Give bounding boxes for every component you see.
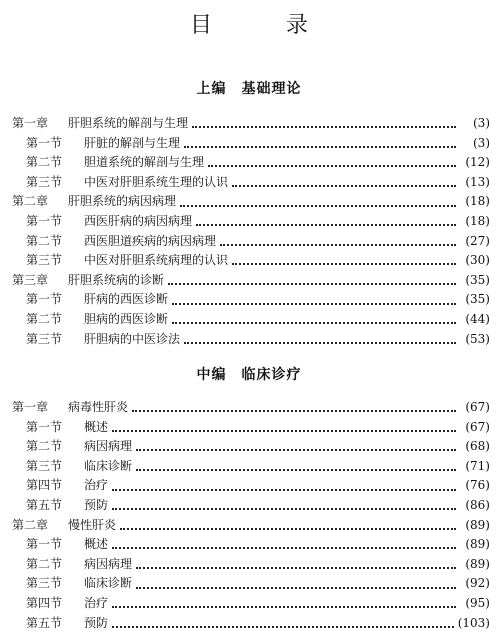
dot-leader xyxy=(120,527,456,530)
entry-title: 胆病的西医诊断 xyxy=(84,311,169,326)
dot-leader xyxy=(132,409,456,412)
dot-leader xyxy=(184,145,456,148)
dot-leader xyxy=(112,605,456,608)
toc-section-entry[interactable] xyxy=(12,496,490,516)
entry-title: 肝胆病的中医诊法 xyxy=(84,331,181,346)
entry-title: 中医对肝胆系统病理的认识 xyxy=(84,253,229,268)
entry-number: 第二节 xyxy=(26,556,63,571)
entry-number: 第二节 xyxy=(26,233,63,248)
entry-number: 第二节 xyxy=(26,311,63,326)
entry-number: 第二章 xyxy=(12,194,49,209)
entry-page-number: (89) xyxy=(465,537,490,552)
toc-chapter-entry[interactable] xyxy=(12,114,490,134)
toc-section-entry[interactable] xyxy=(12,476,490,496)
entry-page-number: (35) xyxy=(465,292,490,307)
toc-chapter-entry[interactable] xyxy=(12,516,490,536)
entry-title: 慢性肝炎 xyxy=(68,517,117,532)
toc-section-entry[interactable] xyxy=(12,555,490,575)
part-heading: 中编 临床诊疗 xyxy=(196,367,302,383)
toc-section-entry[interactable] xyxy=(12,173,490,193)
entry-number: 第四节 xyxy=(26,595,63,610)
entry-title: 治疗 xyxy=(84,595,109,610)
entry-title: 西医肝病的病因病理 xyxy=(84,213,193,228)
entry-number: 第二节 xyxy=(26,155,63,170)
toc-chapter-entry[interactable] xyxy=(12,271,490,291)
dot-leader xyxy=(232,184,456,187)
toc-chapter-entry[interactable] xyxy=(12,398,490,418)
toc-section-entry[interactable] xyxy=(12,330,490,350)
entry-title: 概述 xyxy=(84,537,109,552)
entry-page-number: (27) xyxy=(465,233,490,248)
entry-page-number: (18) xyxy=(465,213,490,228)
dot-leader xyxy=(112,625,454,628)
dot-leader xyxy=(208,164,456,167)
entry-page-number: (44) xyxy=(465,311,490,326)
entry-page-number: (92) xyxy=(465,576,490,591)
toc-section-entry[interactable] xyxy=(12,134,490,154)
entry-number: 第一节 xyxy=(26,419,63,434)
entry-page-number: (89) xyxy=(465,517,490,532)
entry-page-number: (71) xyxy=(465,458,490,473)
entry-number: 第三节 xyxy=(26,253,63,268)
entry-page-number: (86) xyxy=(465,497,490,512)
toc-part-1 xyxy=(12,114,490,349)
toc-section-entry[interactable] xyxy=(12,251,490,271)
toc-section-entry[interactable] xyxy=(12,535,490,555)
toc-section-entry[interactable] xyxy=(12,418,490,438)
entry-number: 第一章 xyxy=(12,400,49,414)
dot-leader xyxy=(112,488,456,491)
dot-leader xyxy=(112,546,456,549)
entry-title: 病毒性肝炎 xyxy=(68,400,129,414)
entry-page-number: (18) xyxy=(465,194,490,209)
entry-number: 第三章 xyxy=(12,272,49,287)
toc-chapter-entry[interactable] xyxy=(12,192,490,212)
entry-number: 第三节 xyxy=(26,576,63,591)
dot-leader xyxy=(136,566,456,569)
entry-page-number: (3) xyxy=(473,116,490,130)
dot-leader xyxy=(232,262,456,265)
entry-title: 胆道系统的解剖与生理 xyxy=(84,155,205,170)
dot-leader xyxy=(168,282,456,285)
entry-title: 预防 xyxy=(84,615,109,630)
dot-leader xyxy=(192,125,456,128)
toc-section-entry[interactable] xyxy=(12,614,490,633)
entry-title: 病因病理 xyxy=(84,439,133,454)
entry-page-number: (53) xyxy=(465,331,490,346)
entry-page-number: (103) xyxy=(457,615,490,630)
entry-page-number: (3) xyxy=(473,135,490,150)
entry-title: 西医胆道疾病的病因病理 xyxy=(84,233,217,248)
dot-leader xyxy=(112,507,456,510)
dot-leader xyxy=(136,468,456,471)
entry-number: 第一章 xyxy=(12,116,49,130)
part-heading: 上编 基础理论 xyxy=(196,81,302,97)
toc-section-entry[interactable] xyxy=(12,594,490,614)
entry-number: 第五节 xyxy=(26,497,63,512)
entry-page-number: (13) xyxy=(465,174,490,189)
dot-leader xyxy=(180,204,456,207)
entry-title: 临床诊断 xyxy=(84,576,133,591)
entry-title: 中医对肝胆系统生理的认识 xyxy=(84,174,229,189)
entry-number: 第二节 xyxy=(26,439,63,454)
toc-section-entry[interactable] xyxy=(12,290,490,310)
entry-page-number: (89) xyxy=(465,556,490,571)
entry-number: 第一节 xyxy=(26,292,63,307)
entry-title: 病因病理 xyxy=(84,556,133,571)
toc-section-entry[interactable] xyxy=(12,212,490,232)
entry-title: 肝胆系统病的诊断 xyxy=(68,272,165,287)
entry-number: 第三节 xyxy=(26,331,63,346)
entry-title: 肝胆系统的解剖与生理 xyxy=(68,116,189,130)
toc-part-2 xyxy=(12,398,490,633)
entry-title: 临床诊断 xyxy=(84,458,133,473)
dot-leader xyxy=(172,302,456,305)
toc-section-entry[interactable] xyxy=(12,153,490,173)
entry-title: 肝胆系统的病因病理 xyxy=(68,194,177,209)
page-title: 目 录 xyxy=(189,13,334,38)
dot-leader xyxy=(112,429,456,432)
entry-number: 第五节 xyxy=(26,615,63,630)
entry-number: 第一节 xyxy=(26,537,63,552)
entry-title: 治疗 xyxy=(84,478,109,493)
dot-leader xyxy=(172,321,456,324)
toc-section-entry[interactable] xyxy=(12,457,490,477)
entry-number: 第四节 xyxy=(26,478,63,493)
entry-page-number: (76) xyxy=(465,478,490,493)
toc-section-entry[interactable] xyxy=(12,310,490,330)
entry-page-number: (95) xyxy=(465,595,490,610)
dot-leader xyxy=(196,223,456,226)
toc-section-entry[interactable] xyxy=(12,574,490,594)
entry-number: 第一节 xyxy=(26,213,63,228)
toc-section-entry[interactable] xyxy=(12,437,490,457)
entry-page-number: (12) xyxy=(465,155,490,170)
entry-page-number: (67) xyxy=(465,400,490,414)
entry-page-number: (35) xyxy=(465,272,490,287)
entry-number: 第一节 xyxy=(26,135,63,150)
entry-title: 肝病的西医诊断 xyxy=(84,292,169,307)
dot-leader xyxy=(136,448,456,451)
toc-section-entry[interactable] xyxy=(12,232,490,252)
entry-page-number: (67) xyxy=(465,419,490,434)
entry-number: 第三节 xyxy=(26,458,63,473)
entry-page-number: (30) xyxy=(465,253,490,268)
entry-page-number: (68) xyxy=(465,439,490,454)
dot-leader xyxy=(220,243,456,246)
dot-leader xyxy=(136,586,456,589)
dot-leader xyxy=(184,341,456,344)
entry-title: 概述 xyxy=(84,419,109,434)
entry-number: 第三节 xyxy=(26,174,63,189)
entry-title: 预防 xyxy=(84,497,109,512)
entry-title: 肝脏的解剖与生理 xyxy=(84,135,181,150)
entry-number: 第二章 xyxy=(12,517,49,532)
